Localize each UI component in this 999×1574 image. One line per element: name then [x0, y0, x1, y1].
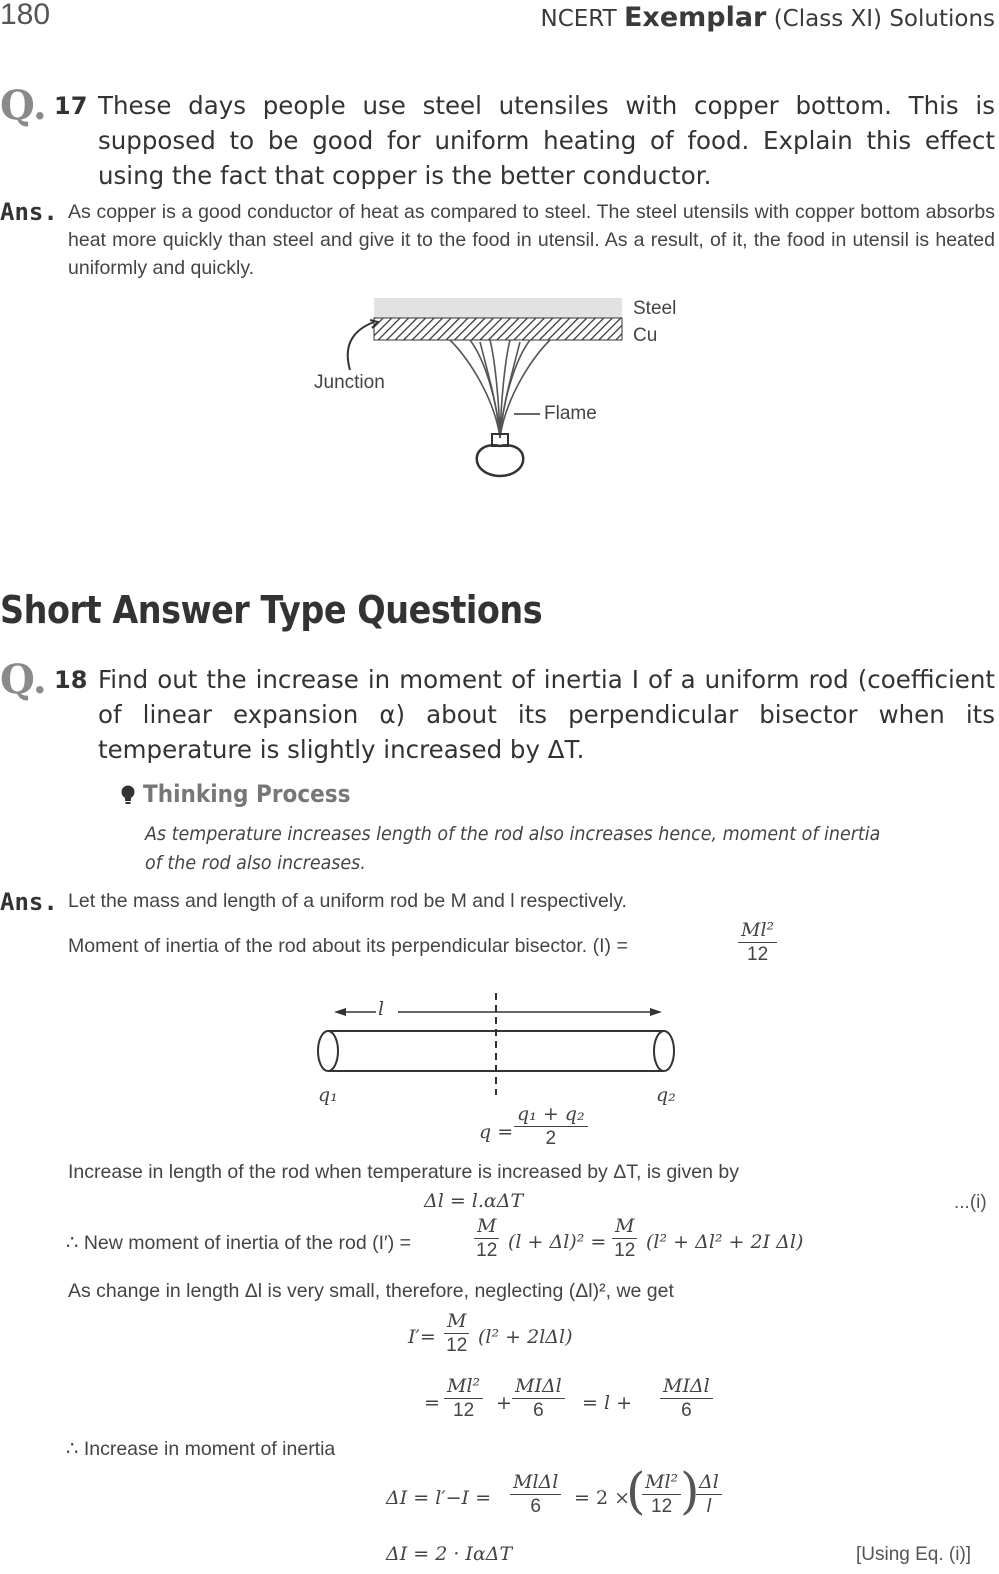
q17-question: These days people use steel utensiles with copper bottom. This is supposed to be good for uniform heating of food. Explain this effect using the fact that copper is the better conductor. [98, 91, 995, 190]
thinking-process-line2: of the rod also increases. [145, 852, 366, 874]
eq3-frac1-num: Ml² [444, 1374, 483, 1399]
eq3-frac2-den: 6 [533, 1400, 544, 1421]
eq4-frac-num: MlΔl [510, 1470, 561, 1495]
flame-lines [450, 340, 550, 438]
eq1-ref: ...(i) [954, 1192, 987, 1213]
line4-frac1-num: M [474, 1214, 499, 1239]
eq3-frac1 [444, 1374, 483, 1423]
eq3-frac3-den: 6 [681, 1400, 692, 1421]
q18-line4-prefix: ∴ New moment of inertia of the rod (I′) = [66, 1232, 411, 1254]
eq4-frac-dl [696, 1470, 722, 1519]
eq3-mid: = l + [582, 1392, 632, 1414]
running-head-suffix: (Class XI) Solutions [773, 6, 995, 32]
rod-left-end [318, 1031, 338, 1071]
label-q1: q₁ [318, 1084, 338, 1106]
q18-question: Find out the increase in moment of inertia I of a uniform rod (coefficient of linear expansion α) about its perpendicular bisector when its temperature is slightly increased by ΔT. [98, 665, 995, 764]
q-fraction-den: 2 [545, 1128, 557, 1149]
line4-end: (l² + Δl² + 2I Δl) [646, 1231, 804, 1253]
eq4-paren-frac [642, 1470, 681, 1519]
q-fraction-num: q₁ + q₂ [514, 1102, 588, 1127]
eq4-frac-dl-num: Δl [696, 1470, 722, 1495]
eq4-frac [510, 1470, 561, 1519]
label-q-eq: q = [479, 1121, 514, 1143]
q17-mark: Q. [0, 82, 47, 129]
burner-body [477, 445, 524, 476]
label-l: l [378, 998, 385, 1020]
q18-line1: Let the mass and length of a uniform rod be M and l respectively. [68, 890, 627, 912]
q17-ans-label: Ans. [0, 198, 58, 226]
thinking-process-line1: As temperature increases length of the rod also increases hence, moment of inertia [145, 823, 881, 845]
inertia-fraction-num: Ml² [738, 918, 777, 943]
line4-frac2-num: M [612, 1214, 637, 1239]
q18-line2: Moment of inertia of the rod about its perpendicular bisector. (I) = [68, 935, 628, 957]
running-head-bold: Exemplar [623, 2, 767, 33]
junction-arrow [348, 322, 374, 370]
eq4-lhs: ΔI = l′−I = [386, 1487, 492, 1509]
line4-frac2 [612, 1214, 637, 1263]
label-cu: Cu [633, 325, 658, 346]
length-arrowhead-left [334, 1008, 346, 1016]
eq3-plus: + [496, 1392, 512, 1414]
thinking-process-title: Thinking Process [143, 780, 351, 808]
inertia-fraction [738, 918, 777, 967]
running-head [540, 2, 995, 33]
steel-layer [374, 298, 622, 318]
label-steel: Steel [633, 298, 677, 319]
length-arrowhead-right [650, 1008, 662, 1016]
q18-line3: Increase in length of the rod when temperature is increased by ΔT, is given by [68, 1161, 739, 1183]
eq2-frac-den: 12 [446, 1335, 468, 1356]
eq1: Δl = l.αΔT [424, 1190, 524, 1212]
eq2-lhs: I′= [408, 1326, 436, 1348]
section-title: Short Answer Type Questions [0, 588, 543, 632]
copper-layer [374, 318, 622, 340]
eq4-paren-frac-num: Ml² [642, 1470, 681, 1495]
eq4-paren-frac-den: 12 [651, 1496, 673, 1517]
inertia-fraction-den: 12 [747, 944, 769, 965]
eq5: ΔI = 2 · IαΔT [386, 1543, 513, 1565]
eq2-frac-num: M [444, 1309, 469, 1334]
label-q2: q₂ [656, 1084, 676, 1106]
q18-ans-label: Ans. [0, 888, 58, 916]
line4-frac1 [474, 1214, 499, 1263]
eq4-frac-den: 6 [530, 1496, 541, 1517]
eq2-frac [444, 1309, 469, 1358]
q18-line6: ∴ Increase in moment of inertia [66, 1438, 336, 1460]
q18-line5: As change in length Δl is very small, therefore, neglecting (Δl)², we get [68, 1280, 674, 1302]
q18-mark: Q. [0, 656, 47, 703]
eq4-frac-dl-den: l [706, 1496, 712, 1517]
eq3-frac2 [512, 1374, 565, 1423]
label-flame: Flame [544, 403, 597, 424]
eq3-frac3-num: MIΔl [660, 1374, 713, 1399]
q18-number: 18 [54, 666, 88, 694]
eq3-eq: = [424, 1392, 440, 1414]
line4-frac1-den: 12 [476, 1240, 498, 1261]
rod-right-end-inner [654, 1031, 664, 1071]
label-junction: Junction [314, 372, 385, 393]
eq3-frac2-num: MIΔl [512, 1374, 565, 1399]
q-fraction [514, 1102, 588, 1151]
eq4-times: = 2 × [574, 1487, 631, 1509]
eq4-paren-open: ( [626, 1462, 646, 1520]
q17-number: 17 [54, 92, 88, 120]
eq4-paren-close: ) [680, 1462, 700, 1520]
rod-right-end [664, 1031, 674, 1071]
page-number: 180 [0, 0, 51, 31]
line4-frac2-den: 12 [614, 1240, 636, 1261]
rod-figure [300, 985, 690, 1110]
running-head-prefix: NCERT [540, 6, 617, 32]
eq3-frac1-den: 12 [453, 1400, 475, 1421]
eq2-rest: (l² + 2lΔl) [478, 1326, 573, 1348]
q17-answer: As copper is a good conductor of heat as compared to steel. The steel utensils with copper bottom absorbs heat more quickly than steel and give it to the food in utensil. As a result, of it, the food in utensil is heated uniformly and quickly. [68, 201, 995, 279]
eq5-ref: [Using Eq. (i)] [856, 1544, 972, 1565]
eq3-frac3 [660, 1374, 713, 1423]
bulb-icon [118, 780, 146, 812]
line4-rest: (l + Δl)² = [508, 1231, 607, 1253]
